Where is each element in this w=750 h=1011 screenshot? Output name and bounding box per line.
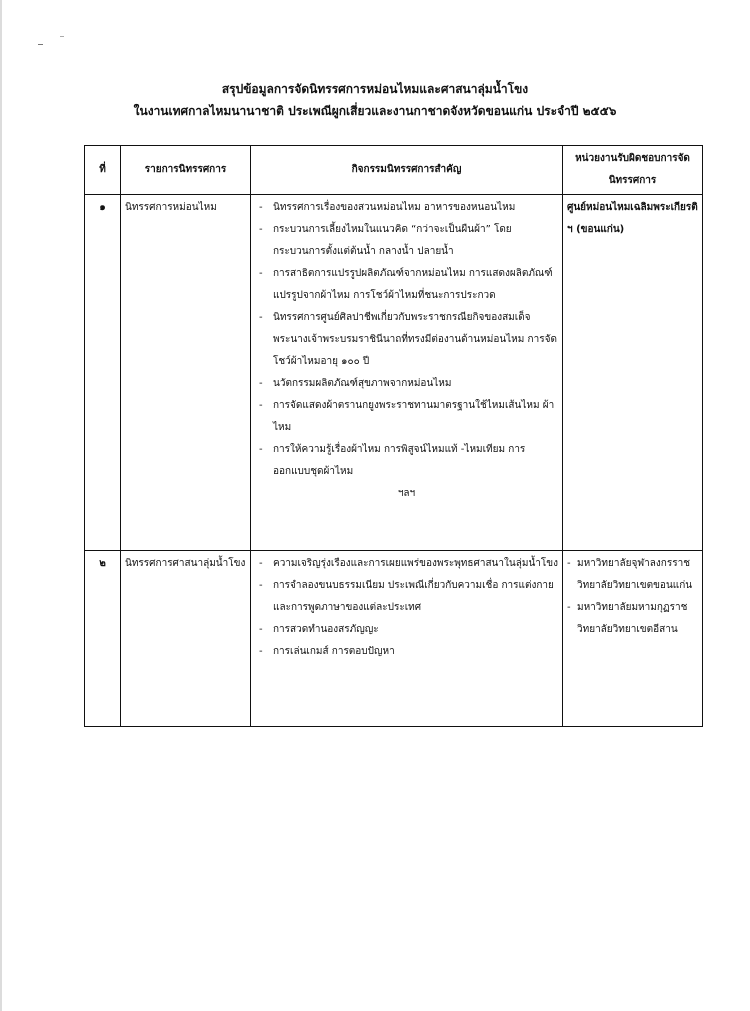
exhibition-name: นิทรรศการหม่อนไหม <box>121 195 251 551</box>
table-header-row <box>85 146 703 195</box>
document-title <box>0 78 750 122</box>
activity-item: - การจำลองขนบธรรมเนียม ประเพณีเกี่ยวกับความเชื่อ การแต่งกายและการพูดภาษาของแต่ละประเทศ <box>255 575 558 619</box>
responsible-cell <box>563 195 703 551</box>
exhibition-summary-table <box>84 145 703 727</box>
row-number: ๒ <box>85 551 121 727</box>
activity-item: - การสาธิตการแปรรูปผลิตภัณฑ์จากหม่อนไหม การแสดงผลิตภัณฑ์แปรรูปจากผ้าไหม การโชว์ผ้าไหมที่ชนะการประกวด <box>255 263 558 307</box>
activity-item: - การจัดแสดงผ้าตรานกยูงพระราชทานมาตรฐานใช้ไหมเส้นไหม ผ้าไหม <box>255 395 558 439</box>
responsible-unit: ศูนย์หม่อนไหมเฉลิมพระเกียรติ ฯ (ขอนแก่น) <box>567 202 698 235</box>
responsible-list <box>567 553 698 641</box>
activity-item: - นวัตกรรมผลิตภัณฑ์สุขภาพจากหม่อนไหม <box>255 373 558 395</box>
title-line-1: สรุปข้อมูลการจัดนิทรรศการหม่อนไหมและศาสนาลุ่มน้ำโขง <box>221 82 529 96</box>
activity-item: - นิทรรศการเรื่องของสวนหม่อนไหม อาหารของหนอนไหม <box>255 197 558 219</box>
row-number: ๑ <box>85 195 121 551</box>
header-activities: กิจกรรมนิทรรศการสำคัญ <box>251 146 563 195</box>
activity-item: - กระบวนการเลี้ยงไหมในแนวคิด “กว่าจะเป็นผืนผ้า” โดยกระบวนการตั้งแต่ต้นน้ำ กลางน้ำ ปลายน้ำ <box>255 219 558 263</box>
activities-list <box>255 197 558 483</box>
scan-speck <box>60 36 64 37</box>
activities-cell <box>251 195 563 551</box>
activities-list <box>255 553 558 663</box>
activity-item: - การเล่นเกมส์ การตอบปัญหา <box>255 641 558 663</box>
responsible-unit: - มหาวิทยาลัยมหามกุฏราชวิทยาลัยวิทยาเขตอีสาน <box>567 597 698 641</box>
exhibition-name: นิทรรศการศาสนาลุ่มน้ำโขง <box>121 551 251 727</box>
title-line-2: ในงานเทศกาลไหมนานาชาติ ประเพณีผูกเสี่ยวและงานกาชาดจังหวัดขอนแก่น ประจำปี ๒๕๕๖ <box>133 104 617 118</box>
responsible-unit: - มหาวิทยาลัยจุฬาลงกรราชวิทยาลัยวิทยาเขตขอนแก่น <box>567 553 698 597</box>
activity-item: - การสวดทำนองสรภัญญะ <box>255 619 558 641</box>
responsible-cell <box>563 551 703 727</box>
activity-item: - การให้ความรู้เรื่องผ้าไหม การพิสูจน์ไหมแท้ -ไหมเทียม การออกแบบชุดผ้าไหม <box>255 439 558 483</box>
table-row <box>85 195 703 551</box>
header-item: รายการนิทรรศการ <box>121 146 251 195</box>
header-responsible: หน่วยงานรับผิดชอบการจัดนิทรรศการ <box>563 146 703 195</box>
activity-item: - ความเจริญรุ่งเรืองและการเผยแพร่ของพระพุทธศาสนาในลุ่มน้ำโขง <box>255 553 558 575</box>
continuation-mark: ฯลฯ <box>397 488 416 499</box>
table-row <box>85 551 703 727</box>
scan-edge-mark <box>0 0 2 1011</box>
header-no: ที่ <box>85 146 121 195</box>
activities-cell <box>251 551 563 727</box>
scan-speck <box>38 44 43 45</box>
activity-item: - นิทรรศการศูนย์ศิลปาชีพเกี่ยวกับพระราชกรณียกิจของสมเด็จพระนางเจ้าพระบรมราชินีนาถที่ทรงมีต่องานด้านหม่อนไหม การจัดโชว์ผ้าไหมอายุ ๑๐๐ ปี <box>255 307 558 373</box>
